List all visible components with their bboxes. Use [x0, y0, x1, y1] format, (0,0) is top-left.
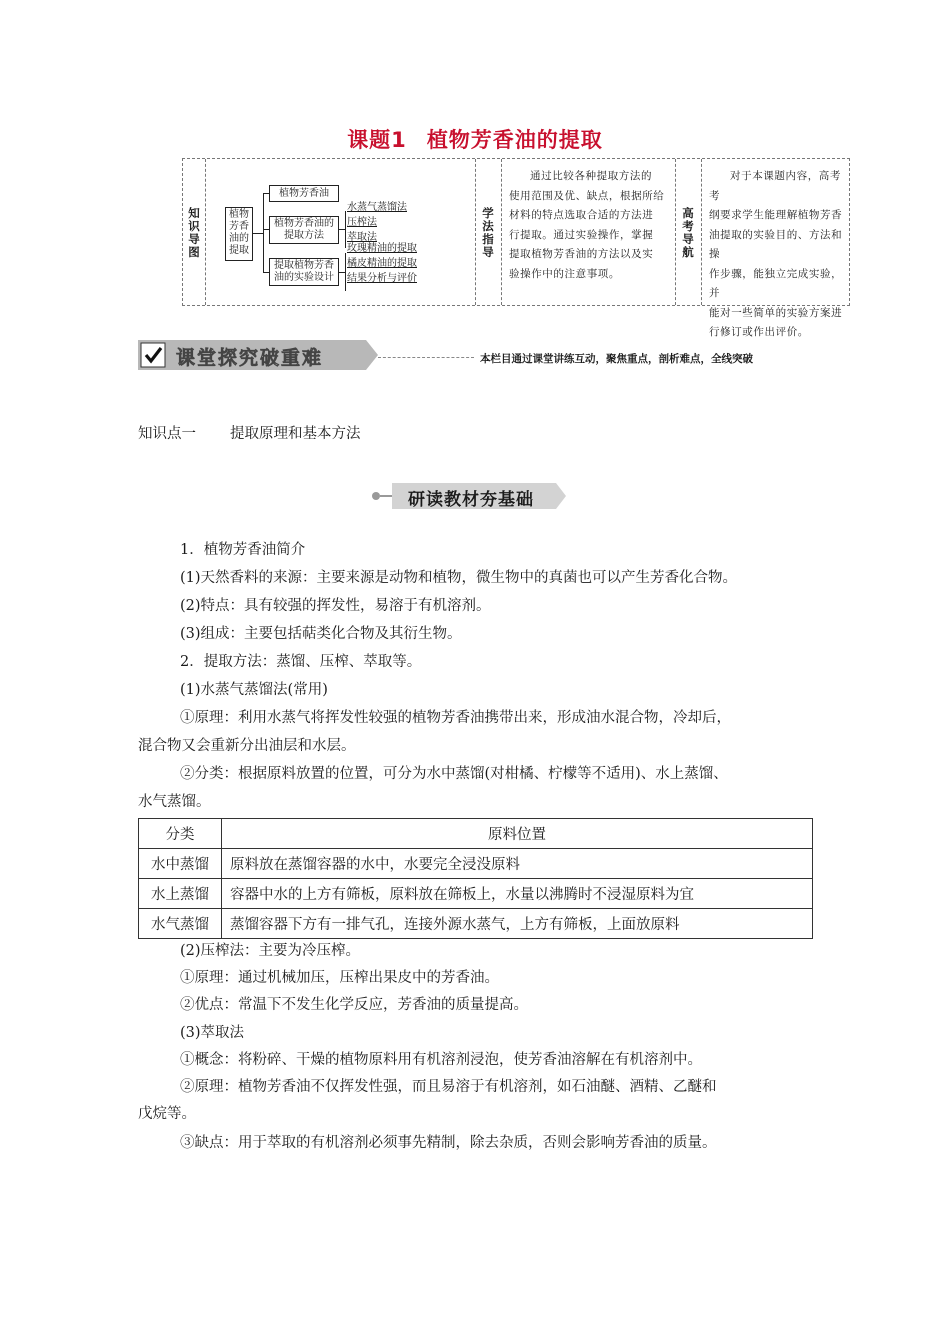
mindmap-method-2: 压榨法	[347, 217, 377, 228]
mindmap-method-1: 水蒸气蒸馏法	[347, 202, 407, 213]
guide-label-exam-guide: 高考导航	[682, 206, 694, 259]
table-header-category: 分类	[139, 819, 222, 849]
page-title	[0, 124, 950, 154]
guide-panel	[182, 158, 850, 338]
guide-label-knowledge-map: 知识导图	[188, 206, 200, 259]
title-lesson: 课题1	[347, 128, 407, 152]
table-cell: 蒸馏容器下方有一排气孔，连接外源水蒸气，上方有筛板，上面放原料	[222, 909, 813, 939]
banner-title: 课堂探究破重难	[176, 347, 324, 369]
para-2: (1)天然香料的来源：主要来源是动物和植物，微生物中的真菌也可以产生芳香化合物。	[180, 570, 738, 586]
table-cell: 水中蒸馏	[139, 849, 222, 879]
title-topic: 植物芳香油的提取	[426, 128, 603, 152]
mindmap-node-experiment: 提取植物芳香油的实验设计	[269, 258, 339, 286]
knowledge-point-heading	[138, 424, 361, 444]
knowledge-point-title: 提取原理和基本方法	[230, 426, 361, 442]
knowledge-point-label: 知识点一	[138, 426, 196, 442]
table-cell: 水气蒸馏	[139, 909, 222, 939]
table-header-position: 原料位置	[222, 819, 813, 849]
para-12: ①原理：通过机械加压，压榨出果皮中的芳香油。	[180, 970, 499, 986]
mindmap-node-methods: 植物芳香油的提取方法	[269, 216, 339, 244]
para-13: ②优点：常温下不发生化学反应，芳香油的质量提高。	[180, 997, 528, 1013]
para-16: ②原理：植物芳香油不仅挥发性强，而且易溶于有机溶剂，如石油醚、酒精、乙醚和	[180, 1079, 717, 1095]
banner-note: 本栏目通过课堂讲练互动，聚焦重点，剖析难点，全线突破	[480, 353, 753, 365]
para-10: 水气蒸馏。	[138, 794, 211, 810]
guide-label-study-guide: 学法指导	[482, 206, 494, 259]
mindmap-root: 植物芳香油的提取	[225, 207, 253, 261]
para-14: (3)萃取法	[180, 1025, 245, 1041]
mindmap-method-3: 萃取法	[347, 232, 377, 243]
table-row	[139, 909, 813, 939]
para-9: ②分类：根据原料放置的位置，可分为水中蒸馏(对柑橘、柠檬等不适用)、水上蒸馏、	[180, 766, 728, 782]
para-1: 1．植物芳香油简介	[180, 542, 306, 558]
table-header-row	[139, 819, 813, 849]
guide-study-text: 通过比较各种提取方法的 使用范围及优、缺点，根据所给 材料的特点选取合适的方法进 行提取。通过实验操作，掌握 提取植物芳香油的方法以及实 验操作中的注意事项。	[509, 170, 665, 280]
para-8: 混合物又会重新分出油层和水层。	[138, 738, 356, 754]
distillation-table	[138, 818, 813, 939]
section-label-text: 研读教材夯基础	[408, 490, 534, 510]
guide-exam-text: 对于本课题内容，高考考 纲要求学生能理解植物芳香 油提取的实验目的、方法和操 作步骤，能独立完成实验，并 能对一些简单的实验方案进 行修订或作出评价。	[709, 170, 843, 338]
table-cell: 原料放在蒸馏容器的水中，水要完全浸没原料	[222, 849, 813, 879]
mindmap-exp-1: 玫瑰精油的提取	[347, 243, 417, 254]
section-banner	[138, 340, 378, 370]
mindmap-exp-2: 橘皮精油的提取	[347, 258, 417, 269]
mindmap-exp-3: 结果分析与评价	[347, 273, 417, 284]
para-6: (1)水蒸气蒸馏法(常用)	[180, 682, 328, 698]
banner-divider	[378, 357, 474, 358]
para-15: ①概念：将粉碎、干燥的植物原料用有机溶剂浸泡，使芳香油溶解在有机溶剂中。	[180, 1052, 702, 1068]
para-18: ③缺点：用于萃取的有机溶剂必须事先精制，除去杂质，否则会影响芳香油的质量。	[180, 1135, 717, 1151]
table-cell: 容器中水的上方有筛板，原料放在筛板上，水量以沸腾时不浸湿原料为宜	[222, 879, 813, 909]
table-row	[139, 849, 813, 879]
section-label	[370, 482, 570, 510]
table-cell: 水上蒸馏	[139, 879, 222, 909]
para-7: ①原理：利用水蒸气将挥发性较强的植物芳香油携带出来，形成油水混合物，冷却后，	[180, 710, 731, 726]
para-17: 戊烷等。	[138, 1106, 196, 1122]
para-5: 2．提取方法：蒸馏、压榨、萃取等。	[180, 654, 422, 670]
para-11: (2)压榨法：主要为冷压榨。	[180, 943, 361, 959]
table-row	[139, 879, 813, 909]
para-3: (2)特点：具有较强的挥发性，易溶于有机溶剂。	[180, 598, 491, 614]
para-4: (3)组成：主要包括萜类化合物及其衍生物。	[180, 626, 462, 642]
mindmap-node-aromatic-oil: 植物芳香油	[269, 185, 339, 202]
